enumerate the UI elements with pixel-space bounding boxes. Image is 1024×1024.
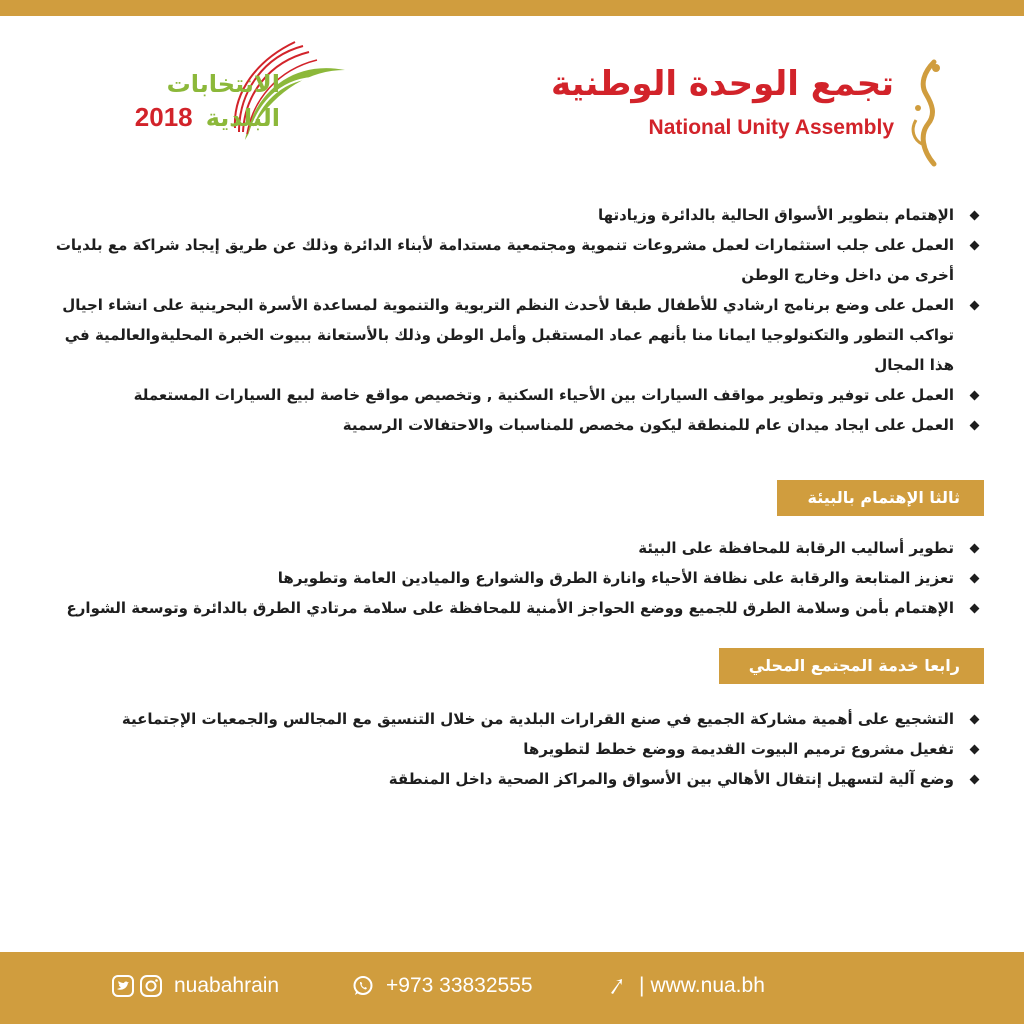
list-item: العمل على توفير وتطوير مواقف السيارات بين الأحياء السكنية , وتخصيص مواقع خاصة لبيع السيارات المستعملة bbox=[54, 380, 984, 410]
list-item: العمل على وضع برنامج ارشادي للأطفال طبقا لأحدث النظم التربوية والتنموية لمساعدة الأسرة البحرينية على انشاء اجيال تواكب التطور والتكنولوجيا ايمانا منا بأنهم عماد المستقبل وأمل الوطن وذلك بالأستعانة ببيوت الخبرة المحليةوالعالمية في هذا المجال bbox=[54, 290, 984, 380]
section-heading-environment: ثالثا الإهتمام بالبيئة bbox=[777, 480, 984, 516]
bullet-icon bbox=[970, 241, 980, 251]
phone-link[interactable] bbox=[352, 974, 533, 998]
bullet-icon bbox=[970, 745, 980, 755]
list-item: العمل على ايجاد ميدان عام للمنطقة ليكون مخصص للمناسبات والاحتفالات الرسمية bbox=[54, 410, 984, 440]
footer-separator: | bbox=[639, 974, 645, 997]
nua-logo bbox=[550, 58, 946, 168]
list-item: العمل على جلب استثمارات لعمل مشروعات تنموية ومجتمعية مستدامة لأبناء الدائرة وذلك عن طريق إيجاد شراكة مع بلديات أخرى من داخل وخارج الوطن bbox=[54, 230, 984, 290]
environment-list bbox=[54, 533, 984, 623]
elections-title-municipal: البلدية bbox=[205, 104, 280, 132]
list-item: وضع آلية لتسهيل إنتقال الأهالي بين الأسواق والمراكز الصحية داخل المنطقة bbox=[54, 764, 984, 794]
bullet-icon bbox=[970, 391, 980, 401]
nua-name-english: National Unity Assembly bbox=[648, 116, 894, 139]
program-list-continued bbox=[54, 200, 984, 440]
whatsapp-icon[interactable] bbox=[352, 975, 374, 997]
website-link[interactable] bbox=[605, 974, 765, 998]
website-url: www.nua.bh bbox=[650, 974, 765, 997]
list-item: الإهتمام بتطوير الأسواق الحالية بالدائرة وزيادتها bbox=[54, 200, 984, 230]
bullet-icon bbox=[970, 574, 980, 584]
elections-title-line2 bbox=[55, 102, 280, 133]
top-accent-bar bbox=[0, 0, 1024, 16]
instagram-icon[interactable] bbox=[140, 975, 162, 997]
bullet-icon bbox=[970, 301, 980, 311]
list-item: تفعيل مشروع ترميم البيوت القديمة ووضع خطط لتطويرها bbox=[54, 734, 984, 764]
list-item: تعزيز المتابعة والرقابة على نظافة الأحياء وانارة الطرق والشوارع والميادين العامة وتطويرها bbox=[54, 563, 984, 593]
elections-logo bbox=[55, 40, 355, 150]
bullet-icon bbox=[970, 604, 980, 614]
cursor-icon bbox=[605, 975, 627, 997]
list-item: التشجيع على أهمية مشاركة الجميع في صنع القرارات البلدية من خلال التنسيق مع المجالس والجمعيات الإجتماعية bbox=[54, 704, 984, 734]
list-item: تطوير أساليب الرقابة للمحافظة على البيئة bbox=[54, 533, 984, 563]
bullet-icon bbox=[970, 544, 980, 554]
bullet-icon bbox=[970, 775, 980, 785]
section-heading-community: رابعا خدمة المجتمع المحلي bbox=[719, 648, 984, 684]
twitter-icon[interactable] bbox=[112, 975, 134, 997]
footer bbox=[0, 952, 1024, 1024]
elections-year: 2018 bbox=[134, 102, 193, 132]
social-handle: nuabahrain bbox=[174, 974, 280, 997]
social-handle-link[interactable] bbox=[112, 974, 279, 998]
bullet-icon bbox=[970, 211, 980, 221]
nua-emblem-icon bbox=[906, 58, 946, 168]
elections-title-line1: الانتخابات bbox=[166, 70, 280, 98]
nua-name-arabic: تجمع الوحدة الوطنية bbox=[550, 64, 894, 104]
community-list bbox=[54, 704, 984, 794]
bullet-icon bbox=[970, 715, 980, 725]
list-item: الإهتمام بأمن وسلامة الطرق للجميع ووضع الحواجز الأمنية للمحافظة على سلامة مرتادي الطرق بالدائرة وتوسعة الشوارع bbox=[54, 593, 984, 623]
phone-number: +973 33832555 bbox=[386, 974, 533, 997]
bullet-icon bbox=[970, 421, 980, 431]
